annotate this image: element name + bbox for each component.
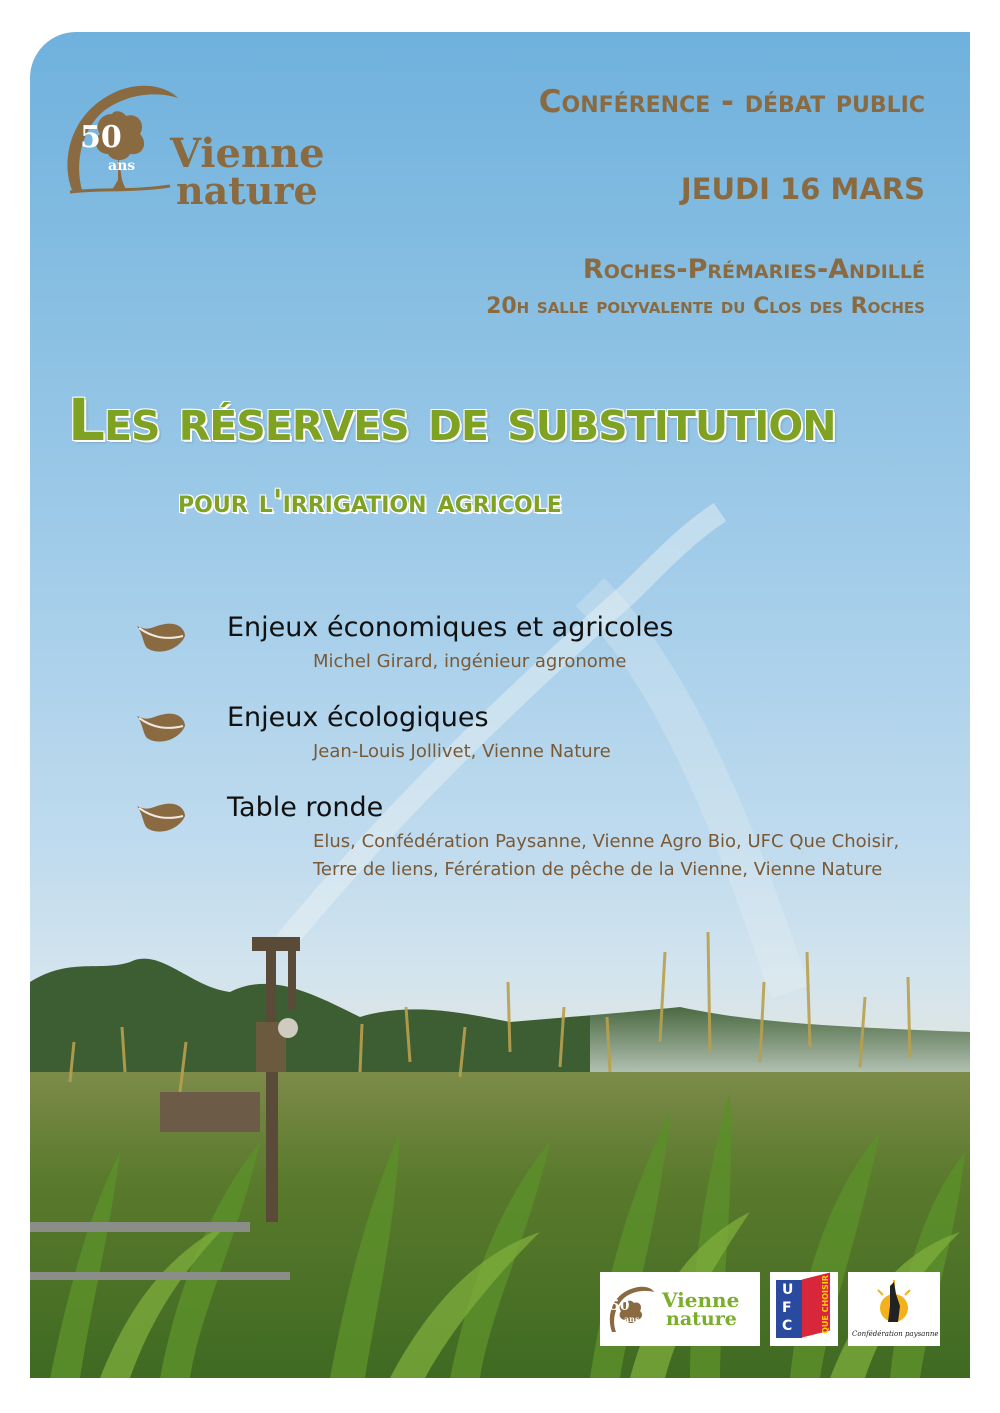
topic-title: Enjeux écologiques [227,702,489,733]
event-place: Roches-Prémaries-Andillé [582,254,925,285]
ufc-letter-u: U [782,1282,794,1298]
event-type-title: Conférence - débat public [538,84,925,120]
leaf-bullet-icon [135,802,187,838]
topic-title: Enjeux économiques et agricoles [227,612,674,643]
logo-name-line1: Vienne [170,130,325,177]
confederation-caption: Confédération paysanne [852,1330,939,1338]
topic-speaker: Jean-Louis Jollivet, Vienne Nature [313,741,611,762]
event-date: JEUDI 16 MARS [680,172,925,206]
anniversary-number: 50 [80,120,122,155]
sponsor-name-line1: Vienne [662,1288,740,1312]
sponsor-vienne-nature [600,1272,760,1346]
leaf-bullet-icon [135,712,187,748]
poster [30,32,970,1378]
sponsor-ufc-que-choisir [770,1272,838,1346]
vienne-nature-logo [60,70,380,220]
ufc-letter-f: F [782,1300,792,1316]
ufc-letter-c: C [782,1318,793,1334]
logo-name-line2: nature [176,168,318,213]
leaf-bullet-icon [135,622,187,658]
topic-speaker: Terre de liens, Férération de pêche de la Vienne, Vienne Nature [313,859,883,880]
main-subtitle: pour l'irrigation agricole [178,482,562,520]
topic-speaker: Elus, Confédération Paysanne, Vienne Agro Bio, UFC Que Choisir, [313,831,900,852]
sponsor-name-line2: nature [666,1308,737,1330]
sponsor-anniversary-unit: ans [624,1314,640,1324]
cornfield-scene [30,32,970,1378]
event-venue: 20h salle polyvalente du Clos des Roches [486,294,925,319]
topic-title: Table ronde [227,792,384,823]
main-title: Les réserves de substitution [68,386,836,454]
sunrise-peasant-icon [872,1276,916,1326]
ufc-side-label: QUE CHOISIR [820,1275,830,1334]
topic-speaker: Michel Girard, ingénieur agronome [313,651,627,672]
sponsor-anniversary-number: 50 [610,1298,630,1314]
anniversary-unit: ans [108,158,136,174]
sponsor-confederation-paysanne [848,1272,940,1346]
